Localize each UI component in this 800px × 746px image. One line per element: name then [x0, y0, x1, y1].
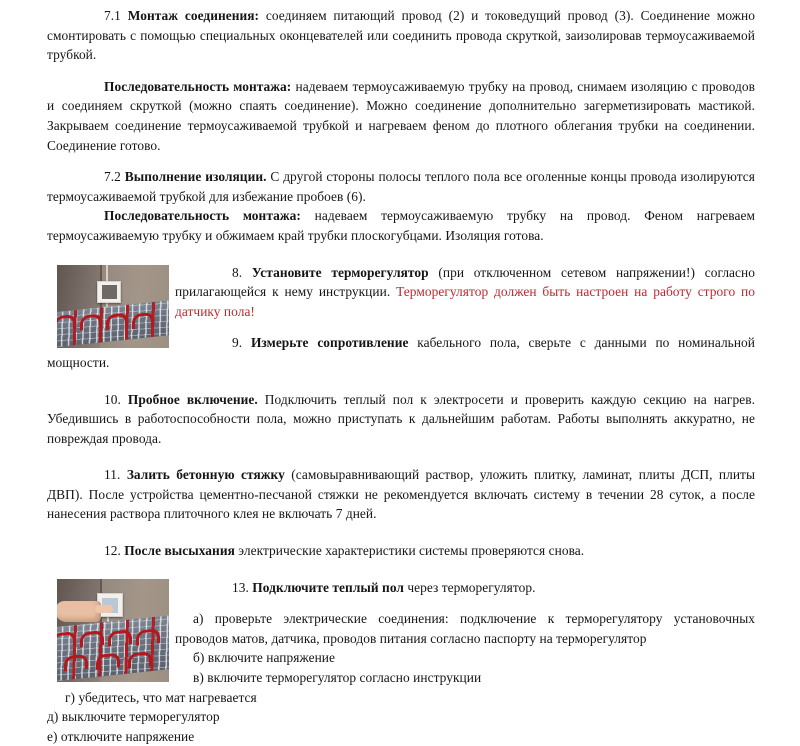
section-body-8: (при отключенном сетевом напряжении!) согласно прилагающейся к нему инструкции. [175, 264, 756, 300]
section-title-7-2: Выполнение изоляции. [124, 169, 267, 185]
mat-cable-loop [128, 651, 152, 669]
section-number-7-2: 7.2 [104, 169, 121, 185]
paragraph-7-1 [47, 6, 755, 65]
section-body-7-2: С другой стороны полосы теплого пола все оголенные концы провода изолируются термоусаживаемой трубкой для избежание пробоев (6). [47, 169, 756, 204]
mat-cable-loop [136, 628, 160, 646]
section-number-7-1: 7.1 [104, 8, 121, 23]
mat-cable-loop [80, 313, 102, 330]
paragraph-10 [47, 390, 755, 449]
warning-text-8: Терморегулятор должен быть настроен на работу строго по датчику пола! [175, 284, 755, 319]
list-item-v: в) включите терморегулятор согласно инструкции [193, 670, 482, 686]
spacer [47, 246, 755, 263]
list-item-e: е) отключите напряжение [47, 728, 195, 744]
section-title-9: Измерьте сопротивление [250, 335, 409, 351]
section-title-8: Установите терморегулятор [251, 264, 429, 280]
section-body-11: (самовыравнивающий раствор, уложить плитку, ламинат, плиты ДСП, плиты ДВП). После устройства цементно-песчаной стяжки не рекомендуется включать систему в течении 28 суток, а после нанесения раствора плиточного клея не включать 7 дней. [47, 467, 756, 522]
mat-cable-loop [64, 654, 88, 672]
section-body-7-1: соединяем питающий провод (2) и токоведущий провод (3). Соединение можно смонтировать с помощью специальных оконцевателей или соединить провода скруткой, заизолировав термоусаживаемой трубкой. [47, 8, 755, 63]
section-body-13: через терморегулятор. [403, 579, 536, 595]
list-item-b: б) включите напряжение [193, 650, 336, 666]
hand-pointing-at-thermostat-photo [57, 579, 169, 682]
spacer [47, 65, 755, 77]
section-number-10: 10. [104, 391, 121, 407]
section-title-11: Залить бетонную стяжку [126, 467, 285, 483]
thermostat-display [102, 285, 117, 299]
pointing-hand [57, 601, 101, 622]
paragraph-7-2 [47, 167, 755, 206]
section-body-12: электрические характеристики системы проверяются снова. [234, 543, 585, 559]
mat-cable-loop [80, 630, 104, 648]
section-title-10: Пробное включение. [127, 391, 258, 407]
list-item-g: г) убедитесь, что мат нагревается [65, 689, 257, 705]
spacer [47, 155, 755, 167]
section-number-8: 8. [232, 264, 243, 280]
mat-cable-loop [132, 312, 154, 329]
paragraph-12 [47, 541, 755, 561]
mat-cable-loop [106, 312, 128, 329]
section-body-10: Подключить теплый пол к электросети и проверить каждую секцию на нагрев. Убедившись в работоспособности пола, можно приступать к дальнейшим работам. Работы выполнять аккуратно, не повреждая провода. [47, 391, 755, 446]
thermostat-mounted-on-wall-photo [57, 265, 169, 348]
spacer [47, 524, 755, 541]
spacer [47, 561, 755, 578]
list-item-a: а) проверьте электрические соединения: подключение к терморегулятору установочных проводов матов, датчика, проводов питания согласно паспорту на терморегулятор [175, 611, 755, 646]
mat-cable-loop [57, 314, 76, 331]
paragraph-11 [47, 465, 755, 524]
paragraph-7-2-sequence [47, 206, 755, 245]
mat-cable-loop [57, 631, 76, 649]
sequence-title-7-1: Последовательность монтажа: [104, 78, 292, 94]
mat-cable-loop [108, 629, 132, 647]
list-item-d: д) выключите терморегулятор [47, 709, 220, 725]
sequence-body-7-1: надеваем термоусаживаемую трубку на провод, снимаем изоляцию с проводов и соединяем скруткой (можно спаять соединение). Можно соединение дополнительно загерметизировать мастикой. Закрываем соединение термоусаживаемой трубкой и нагреваем феном до плотного облегания трубки на соединении. Соединение готово. [47, 78, 756, 153]
paragraph-7-1-sequence [47, 77, 755, 155]
wall-thermostat-device [97, 281, 121, 303]
section-number-11: 11. [104, 467, 121, 483]
spacer [47, 448, 755, 465]
section-number-12: 12. [104, 543, 121, 559]
spacer [47, 373, 755, 390]
section-title-12: После высыхания [124, 543, 235, 559]
mat-cable-loop [96, 653, 120, 671]
sequence-body-7-2: надеваем термоусаживаемую трубку на провод. Феном нагреваем термоусаживаемую трубку и обжимаем край трубки плоскогубцами. Изоляция готова. [47, 208, 755, 243]
section-number-13: 13. [232, 579, 249, 595]
section-body-9: кабельного пола, сверьте с данными по номинальной мощности. [47, 335, 756, 370]
section-title-13: Подключите теплый пол [252, 579, 404, 595]
sequence-title-7-2: Последовательность монтажа: [104, 208, 301, 224]
section-number-9: 9. [232, 335, 243, 351]
section-title-7-1: Монтаж соединения: [127, 8, 260, 23]
